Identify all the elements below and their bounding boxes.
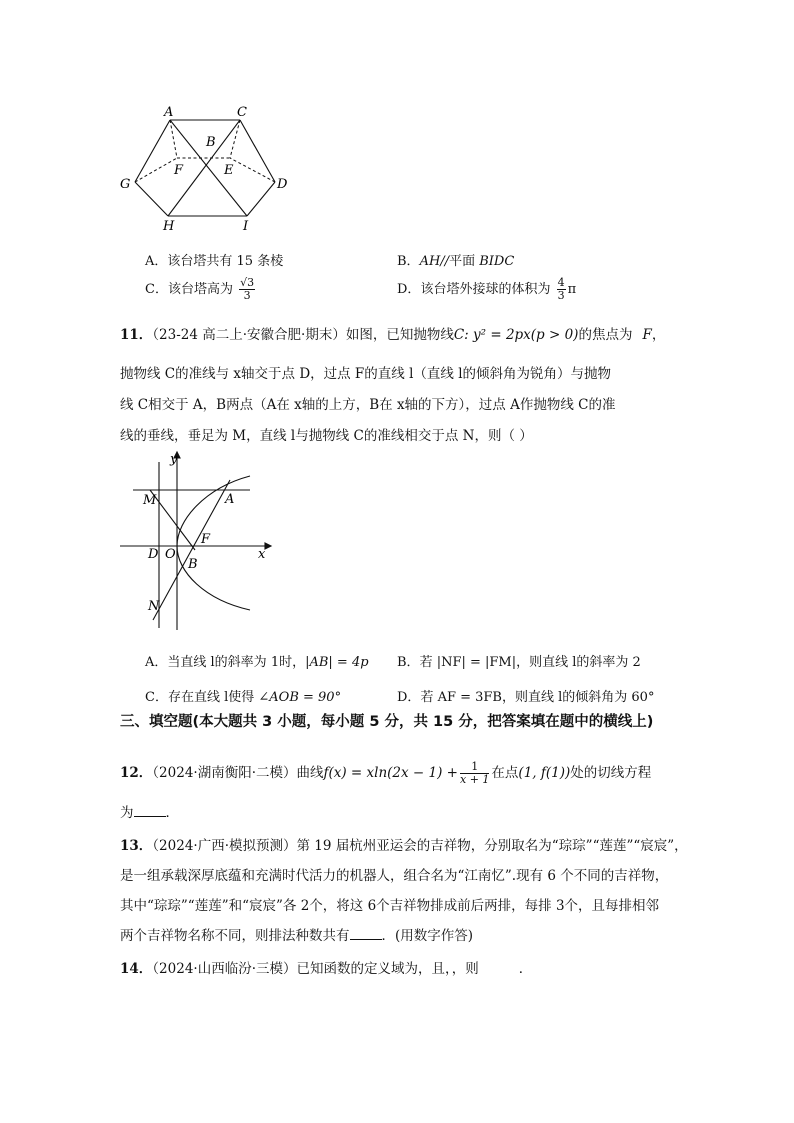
label-D: D [277,177,288,192]
q14-line-1: 14．（2024·山西临汾·三模）已知函数的定义域为，且，，则 ． [120,961,533,977]
label-E: E [224,163,234,178]
label-B: B [206,135,216,150]
section-title: 三、填空题(本大题共 3 小题，每小题 5 分，共 15 分，把答案填在题中的横线上) [120,714,654,730]
q12-line-2: 为 ． [120,805,179,821]
q10-option-d[interactable]: D．该台塔外接球的体积为 $\frac{4}{3}$ π [397,276,577,302]
q11-line-4: 线的垂线，垂足为 M，直线 l与抛物线 C的准线相交于点 N，则（ ） [120,428,533,444]
q13-line-3: 其中“琮琮”“莲莲”和“宸宸”各 2个，将这 6个吉祥物排成前后两排，每排 3个，且每排相邻 [120,898,660,914]
q11-option-c[interactable]: C．存在直线 l使得 ∠AOB = 90° [145,690,342,705]
label-B: B [188,557,198,572]
label-D: D [148,547,159,562]
label-C: C [237,105,247,120]
label-G: G [120,177,131,192]
q11-line-3: 线 C相交于 A，B两点（A在 x轴的上方，B在 x轴的下方），过点 A作抛物线 C的准 [120,397,616,413]
q11-option-a[interactable]: A．当直线 l的斜率为 1时，|AB| = 4p [145,655,369,670]
q13-line-4: 两个吉祥物名称不同，则排法种数共有 ．(用数字作答) [120,928,474,944]
label-A: A [225,492,235,507]
q11-line-2: 抛物线 C的准线与 x轴交于点 D，过点 F的直线 l（直线 l的倾斜角为锐角）与抛物 [120,366,612,382]
label-y: y [170,452,178,467]
fraction: $\frac{4}{3}$ [557,276,565,302]
label-M: M [143,493,157,508]
answer-blank[interactable] [134,804,166,817]
label-F: F [201,532,211,547]
answer-blank[interactable] [350,927,382,940]
q11-option-d[interactable]: D．若 AF = 3FB，则直线 l的倾斜角为 60° [397,690,655,705]
q10-option-a[interactable]: A．该台塔共有 15 条棱 [145,254,284,269]
q11-line-1: 11．（23-24 高二上·安徽合肥·期末）如图，已知抛物线C: y² = 2px(p > 0)的焦点为 F， [120,327,666,343]
label-F: F [174,163,184,178]
q10-option-c[interactable]: C．该台塔高为 $\frac{√3}{3}$ [145,276,255,302]
figure-solid [110,100,310,240]
label-O: O [165,547,176,562]
q10-option-b[interactable]: B．AH//平面 BIDC [397,254,515,269]
q12-line-1: 12．（2024·湖南衡阳·二模）曲线f(x) = xln(2x − 1) + $\frac{1}{x + 1}$ 在点(1, f(1))处的切线方程 [120,760,652,786]
fraction: $\frac{1}{x + 1}$ [460,760,490,786]
fraction: $\frac{√3}{3}$ [240,276,255,302]
figure-parabola [115,450,275,635]
q13-line-1: 13．（2024·广西·模拟预测）第 19 届杭州亚运会的吉祥物，分别取名为“琮琮”“莲莲”“宸宸”， [120,838,688,854]
label-x: x [258,547,266,562]
label-I: I [243,219,249,234]
label-H: H [163,219,175,234]
label-A: A [164,105,174,120]
label-N: N [148,599,160,614]
q13-line-2: 是一组承载深厚底蕴和充满时代活力的机器人，组合名为“江南忆”.现有 6 个不同的吉祥物， [120,868,669,884]
q11-option-b[interactable]: B．若 |NF| = |FM|，则直线 l的斜率为 2 [397,655,641,670]
